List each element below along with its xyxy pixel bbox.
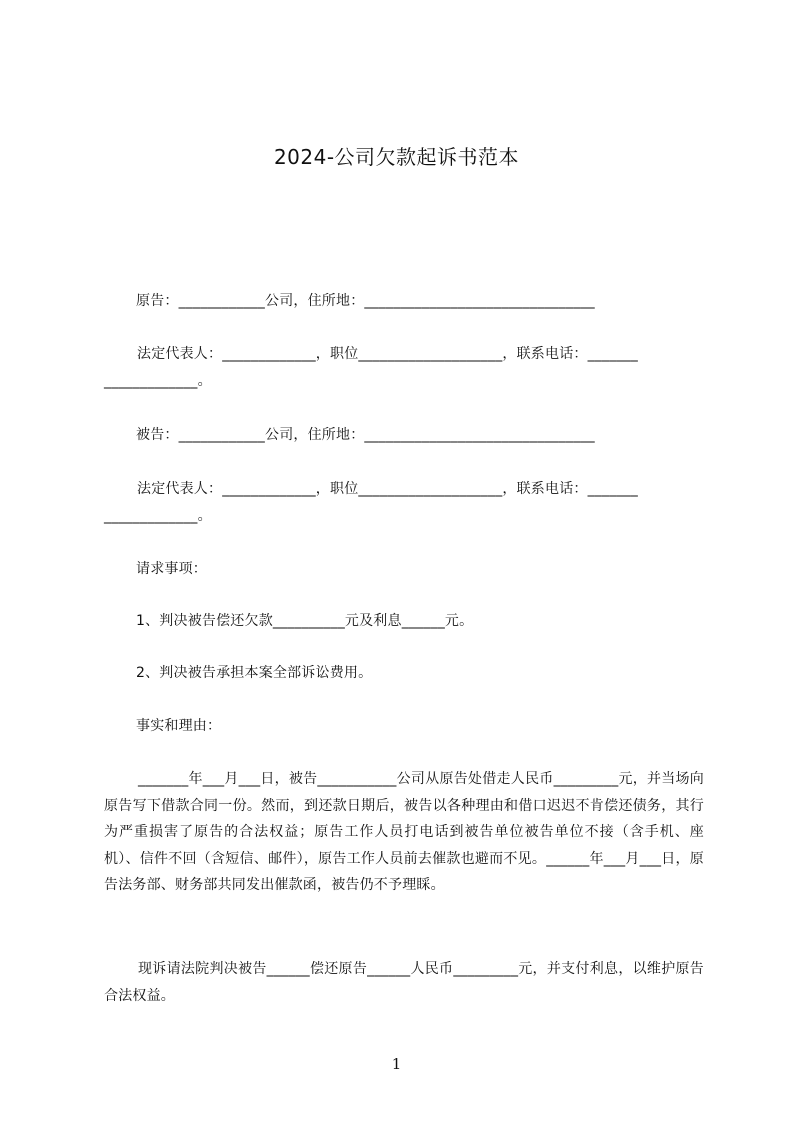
claim-item-2: 2、判决被告承担本案全部诉讼费用。	[136, 665, 373, 681]
claim-item-1: 1、判决被告偿还欠款__________元及利息______元。	[136, 613, 474, 629]
defendant-representative-line-continued: _____________。	[104, 508, 212, 524]
facts-heading: 事实和理由：	[136, 718, 222, 734]
defendant-representative-line: 法定代表人：_____________，职位____________________，联系电话：_______	[137, 481, 638, 497]
request-paragraph: 现诉请法院判决被告______偿还原告______人民币_________元，并支付利息，以维护原告合法权益。	[104, 961, 704, 1004]
facts-paragraph: _______年___月___日，被告___________公司从原告处借走人民币_________元，并当场向原告写下借款合同一份。然而，到还款日期后，被告以各种理由和借口迟迟不肯偿还债务，其行为严重损害了原告的合法权益；原告工作人员打电话到被告单位被告单位不接（含手机、座机）、信件不回（含短信、邮件），原告工作人员前去催款也避而不见。______年___月___日，原告法务部、财务部共同发出催款函，被告仍不予理睬。	[104, 771, 704, 893]
document-title: 2024-公司欠款起诉书范本	[273, 145, 520, 169]
plaintiff-line: 原告：____________公司，住所地：________________________________	[136, 293, 595, 309]
page-number: 1	[391, 1055, 402, 1073]
defendant-line: 被告：____________公司，住所地：________________________________	[136, 427, 595, 443]
plaintiff-representative-line-continued: _____________。	[104, 373, 212, 389]
plaintiff-representative-line: 法定代表人：_____________，职位____________________，联系电话：_______	[137, 346, 638, 362]
claims-heading: 请求事项：	[136, 561, 207, 577]
